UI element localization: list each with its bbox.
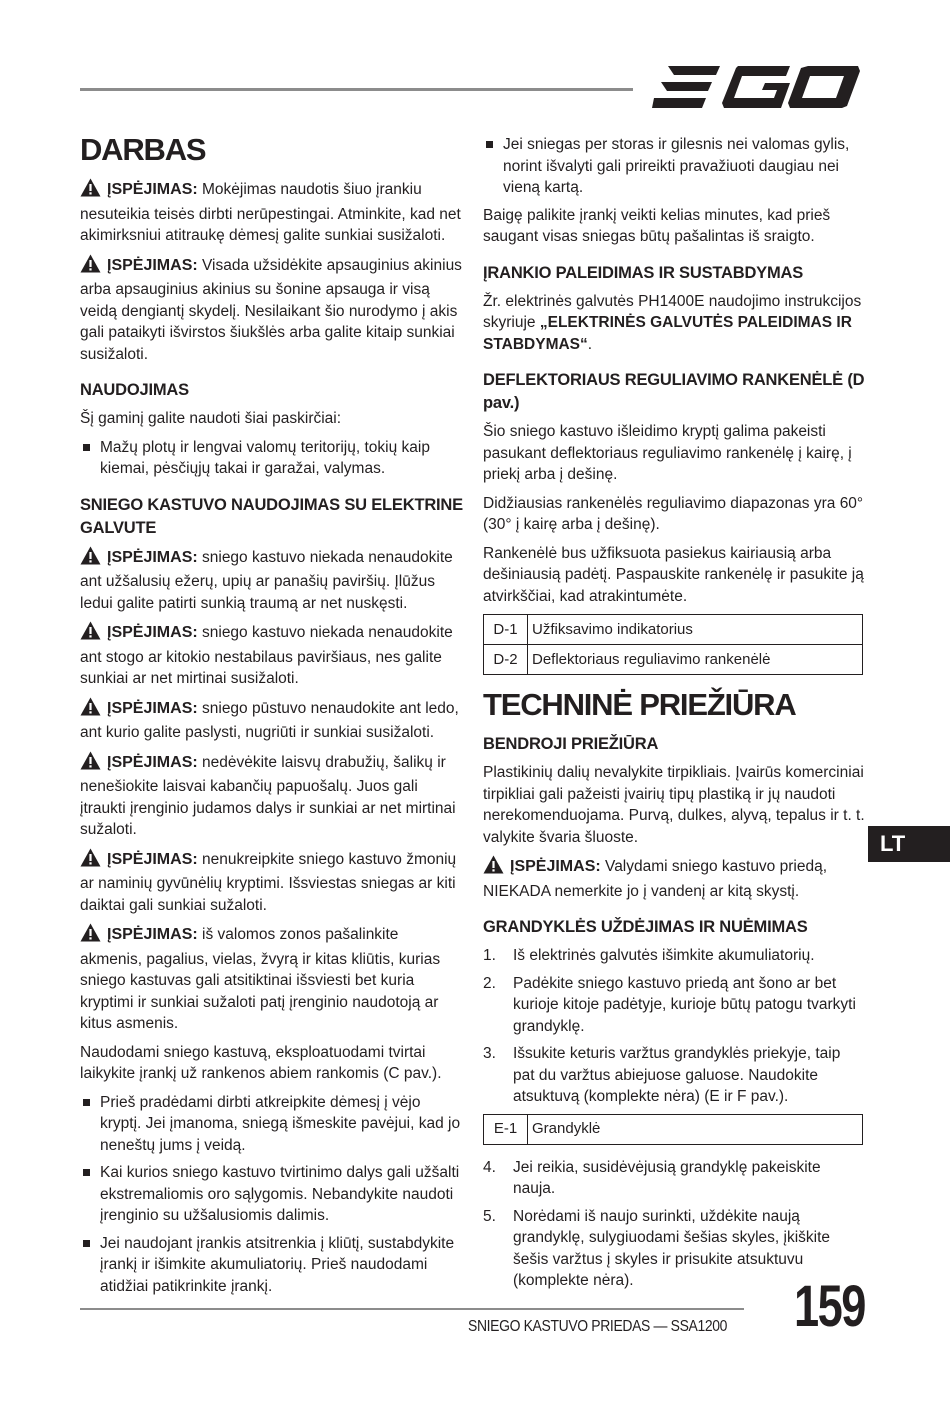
warning-label: ĮSPĖJIMAS: [107, 548, 198, 566]
step-number: 1. [483, 947, 496, 964]
warning-text: nenukreipkite sniego kastuvo žmonių ar naminių gyvūnėlių kryptimi. Išsviestas sniegas ar kiti daiktai gali sunkiai sužaloti. [80, 850, 457, 914]
bullet-text: Jei sniegas per storas ir gilesnis nei valomas gylis, norint išvalyti gali prireikti pravažiuoti daugiau nei vieną kartą. [503, 136, 850, 196]
warning-triangle-icon [80, 848, 101, 874]
general-text: Plastikinių dalių nevalykite tirpikliais. Įvairūs komerciniai tirpikliai gali pažeisti įvairių tipų plastiką ir jų naudoti nerekomenduojama. Purvą, dulkes, alyvą, tepalus ir t. t. valykite švaria šluoste. [483, 764, 865, 846]
language-tab: LT [868, 826, 950, 862]
warning-maintenance [483, 855, 865, 902]
part-description: Deflektoriaus reguliavimo rankenėlė [528, 645, 863, 675]
warning-label: ĮSPĖJIMAS: [107, 699, 198, 717]
heading-electric-head: SNIEGO KASTUVO NAUDOJIMAS SU ELEKTRINE GALVUTE [80, 495, 463, 537]
warning-paragraph [80, 848, 464, 917]
warning-label: ĮSPĖJIMAS: [107, 850, 198, 868]
warning-paragraph [80, 254, 464, 366]
warning-triangle-icon [80, 697, 101, 723]
warnings-intro [80, 178, 464, 365]
warning-triangle-icon [80, 546, 101, 572]
usage-list [80, 437, 464, 480]
step-number: 4. [483, 1158, 496, 1176]
bullet-square-icon [83, 1240, 90, 1247]
warning-text: Visada užsidėkite apsauginius akinius arba apsauginius akinius su šonine apsauga ir visą veidą dengiantį skydelį. Nesilaikant šio nurodymo į akis gali pataikyti išvirstos šiukšlės arba galite kitaip sunkiai susižaloti. [80, 256, 462, 363]
bullet-square-icon [83, 1169, 90, 1176]
scraper-steps-b [483, 1157, 865, 1292]
bullet-square-icon [83, 1099, 90, 1106]
left-column [80, 130, 464, 1303]
section-title-maintenance: TECHNINĖ PRIEŽIŪRA [483, 687, 796, 722]
warning-paragraph [80, 621, 464, 690]
bullet-item [483, 134, 865, 199]
heading-usage: NAUDOJIMAS [80, 381, 189, 399]
parts-table-e [483, 1114, 863, 1145]
part-code: E-1 [484, 1114, 528, 1144]
start-text: Žr. elektrinės galvutės PH1400E naudojimo instrukcijos skyriuje „ELEKTRINĖS GALVUTĖS PALEIDIMAS IR STABDYMAS“. [483, 292, 862, 353]
footer-product: SNIEGO KASTUVO PRIEDAS — SSA1200 [468, 1318, 728, 1335]
warning-paragraph [80, 546, 464, 615]
header-rule [80, 88, 633, 91]
bullet-text: Prieš pradėdami dirbti atkreipkite dėmesį į vėjo kryptį. Jei įmanoma, sniegą išmeskite pavėjui, kad jo neneštų jums į veidą. [100, 1093, 461, 1154]
warning-text: iš valomos zonos pašalinkite akmenis, pagalius, vielas, žvyrą ir kitas kliūtis, kurias sniego kastuvas gali atsitiktinai išsviesti bet kuria kryptimi ir sunkiai sužaloti patį įrenginio naudotoją ar kitus asmenis. [80, 926, 441, 1032]
warning-text: sniego pūstuvo nenaudokite ant ledo, ant kurio galite paslysti, nugriūti ir sunkiai susižaloti. [80, 699, 459, 741]
step-number: 3. [483, 1045, 496, 1062]
heading-deflector: DEFLEKTORIAUS REGULIAVIMO RANKENĖLĖ (D pav.) [483, 371, 865, 412]
heading-general-maintenance: BENDROJI PRIEŽIŪRA [483, 735, 659, 753]
warning-triangle-icon [80, 621, 101, 647]
bullet-text: Mažų plotų ir lengvai valomų teritorijų, tokių kaip kiemai, pėsčiųjų takai ir garažai, valymas. [100, 438, 430, 477]
step-number: 5. [483, 1207, 496, 1225]
part-description: Grandyklė [528, 1114, 863, 1144]
warning-paragraph [483, 855, 865, 902]
step-text: Jei reikia, susidėvėjusią grandyklę pakeiskite nauja. [513, 1158, 821, 1197]
step-text: Norėdami iš naujo surinkti, uždėkite naują grandyklę, sulygiuodami šešias skyles, įkiškite šešis varžtus į skyles ir prisukite atsuktuvu (komplekte nėra). [513, 1207, 831, 1289]
part-code: D-2 [484, 645, 528, 675]
ego-logo [650, 62, 862, 112]
step-text: Išsukite keturis varžtus grandyklės priekyje, taip pat du varžtus abiejuose galuose. Naudokite atsuktuvą (komplekte nėra) (E ir F pav.). [513, 1045, 841, 1105]
footer-rule [80, 1308, 744, 1310]
step-number: 2. [483, 974, 496, 992]
heading-scraper: GRANDYKLĖS UŽDĖJIMAS IR NUĖMIMAS [483, 918, 808, 936]
warning-label: ĮSPĖJIMAS: [107, 256, 198, 274]
step-item [483, 1157, 865, 1200]
parts-table-d [483, 614, 863, 675]
table-row [484, 615, 863, 645]
warning-label: ĮSPĖJIMAS: [107, 624, 198, 641]
warning-paragraph [80, 178, 464, 247]
step-item [483, 973, 865, 1038]
warning-triangle-icon [80, 751, 101, 777]
warning-text: Valydami sniego kastuvo priedą, NIEKADA nemerkite jo į vandenį ar kitą skystį. [483, 858, 828, 900]
warning-text: sniego kastuvo niekada nenaudokite ant stogo ar kitokio nestabilaus paviršiaus, nes galite sunkiai ar net mirtinai susižaloti. [80, 624, 453, 687]
page-number: 159 [794, 1274, 865, 1339]
step-text: Iš elektrinės galvutės išimkite akumuliatorių. [513, 947, 815, 964]
warning-label: ĮSPĖJIMAS: [107, 181, 198, 198]
part-description: Užfiksavimo indikatorius [528, 615, 863, 645]
hold-list [80, 1092, 464, 1298]
warning-label: ĮSPĖJIMAS: [107, 926, 198, 943]
warning-label: ĮSPĖJIMAS: [510, 858, 601, 875]
warning-text: Mokėjimas naudotis šiuo įrankiu nesuteikia teisės dirbti nerūpestingai. Atminkite, kad net akimirksniui atitraukę dėmesį galite sunkiai susižaloti. [80, 181, 461, 244]
hold-text: Naudodami sniego kastuvą, eksploatuodami tvirtai laikykite įrankį už rankenos abiem rankomis (C pav.). [80, 1043, 442, 1082]
part-code: D-1 [484, 615, 528, 645]
bullet-square-icon [83, 444, 90, 451]
step-item [483, 1043, 865, 1108]
bullet-text: Jei naudojant įrankis atsitrenkia į kliūtį, sustabdykite įrankį ir išimkite akumuliatorių. Prieš naudodami atidžiai patikrinkite įrankį. [100, 1234, 455, 1295]
scraper-steps-a [483, 945, 865, 1108]
step-item [483, 945, 865, 967]
deflector-p1: Šio sniego kastuvo išleidimo kryptį galima pakeisti pasukant deflektoriaus reguliavimo rankenėlę į kairę, į priekį arba į dešinę. [483, 423, 852, 483]
step-text: Padėkite sniego kastuvo priedą ant šono ar bet kurioje kitoje padėtyje, kurioje būtų patogu tvarkyti grandyklę. [513, 974, 856, 1035]
warning-paragraph [80, 751, 464, 841]
warning-triangle-icon [80, 254, 101, 280]
warning-triangle-icon [80, 178, 101, 204]
right-column [483, 134, 865, 1298]
warnings-electric [80, 546, 464, 1035]
warning-paragraph [80, 697, 464, 744]
table-row [484, 645, 863, 675]
bullet-item [80, 1233, 464, 1298]
warning-triangle-icon [80, 923, 101, 949]
deflector-p3: Rankenėlė bus užfiksuota pasiekus kairiausią arba dešiniausią padėtį. Paspauskite rankenėlę ir pasukite ją atvirkščiai, kad atrakintumėte. [483, 544, 864, 605]
bullet-item [80, 1162, 464, 1227]
warning-text: sniego kastuvo niekada nenaudokite ant užšalusių ežerų, upių ar panašių paviršių. Įlūžus ledui galite patirti sunkią traumą ar net nuskęsti. [80, 548, 453, 612]
deep-snow-list [483, 134, 865, 199]
bullet-text: Kai kurios sniego kastuvo tvirtinimo dalys gali užšalti ekstremaliomis oro sąlygomis. Nebandykite naudoti įrenginio su užšalusiomis dalimis. [100, 1164, 460, 1224]
deflector-p2: Didžiausias rankenėlės reguliavimo diapazonas yra 60° (30° į kairę arba į dešinę). [483, 494, 864, 533]
warning-triangle-icon [483, 855, 504, 881]
bullet-item [80, 1092, 464, 1157]
section-title-darbas: DARBAS [80, 132, 206, 167]
bullet-square-icon [486, 141, 493, 148]
heading-start-stop: ĮRANKIO PALEIDIMAS IR SUSTABDYMAS [483, 263, 804, 282]
warning-text: nedėvėkite laisvų drabužių, šalikų ir nenešiokite laisvai kabančių papuošalų. Juos gali įtraukti įrenginio judamos dalys ir sunkiai ar net mirtinai sužaloti. [80, 753, 456, 838]
table-row [484, 1114, 863, 1144]
usage-text: Šį gaminį galite naudoti šiai paskirčiai: [80, 410, 342, 427]
bullet-item [80, 437, 464, 480]
warning-paragraph [80, 923, 464, 1035]
warning-label: ĮSPĖJIMAS: [107, 753, 198, 771]
finish-text: Baigę palikite įrankį veikti kelias minutes, kad prieš saugant visas sniegas būtų pašalintas iš sraigto. [483, 206, 831, 245]
